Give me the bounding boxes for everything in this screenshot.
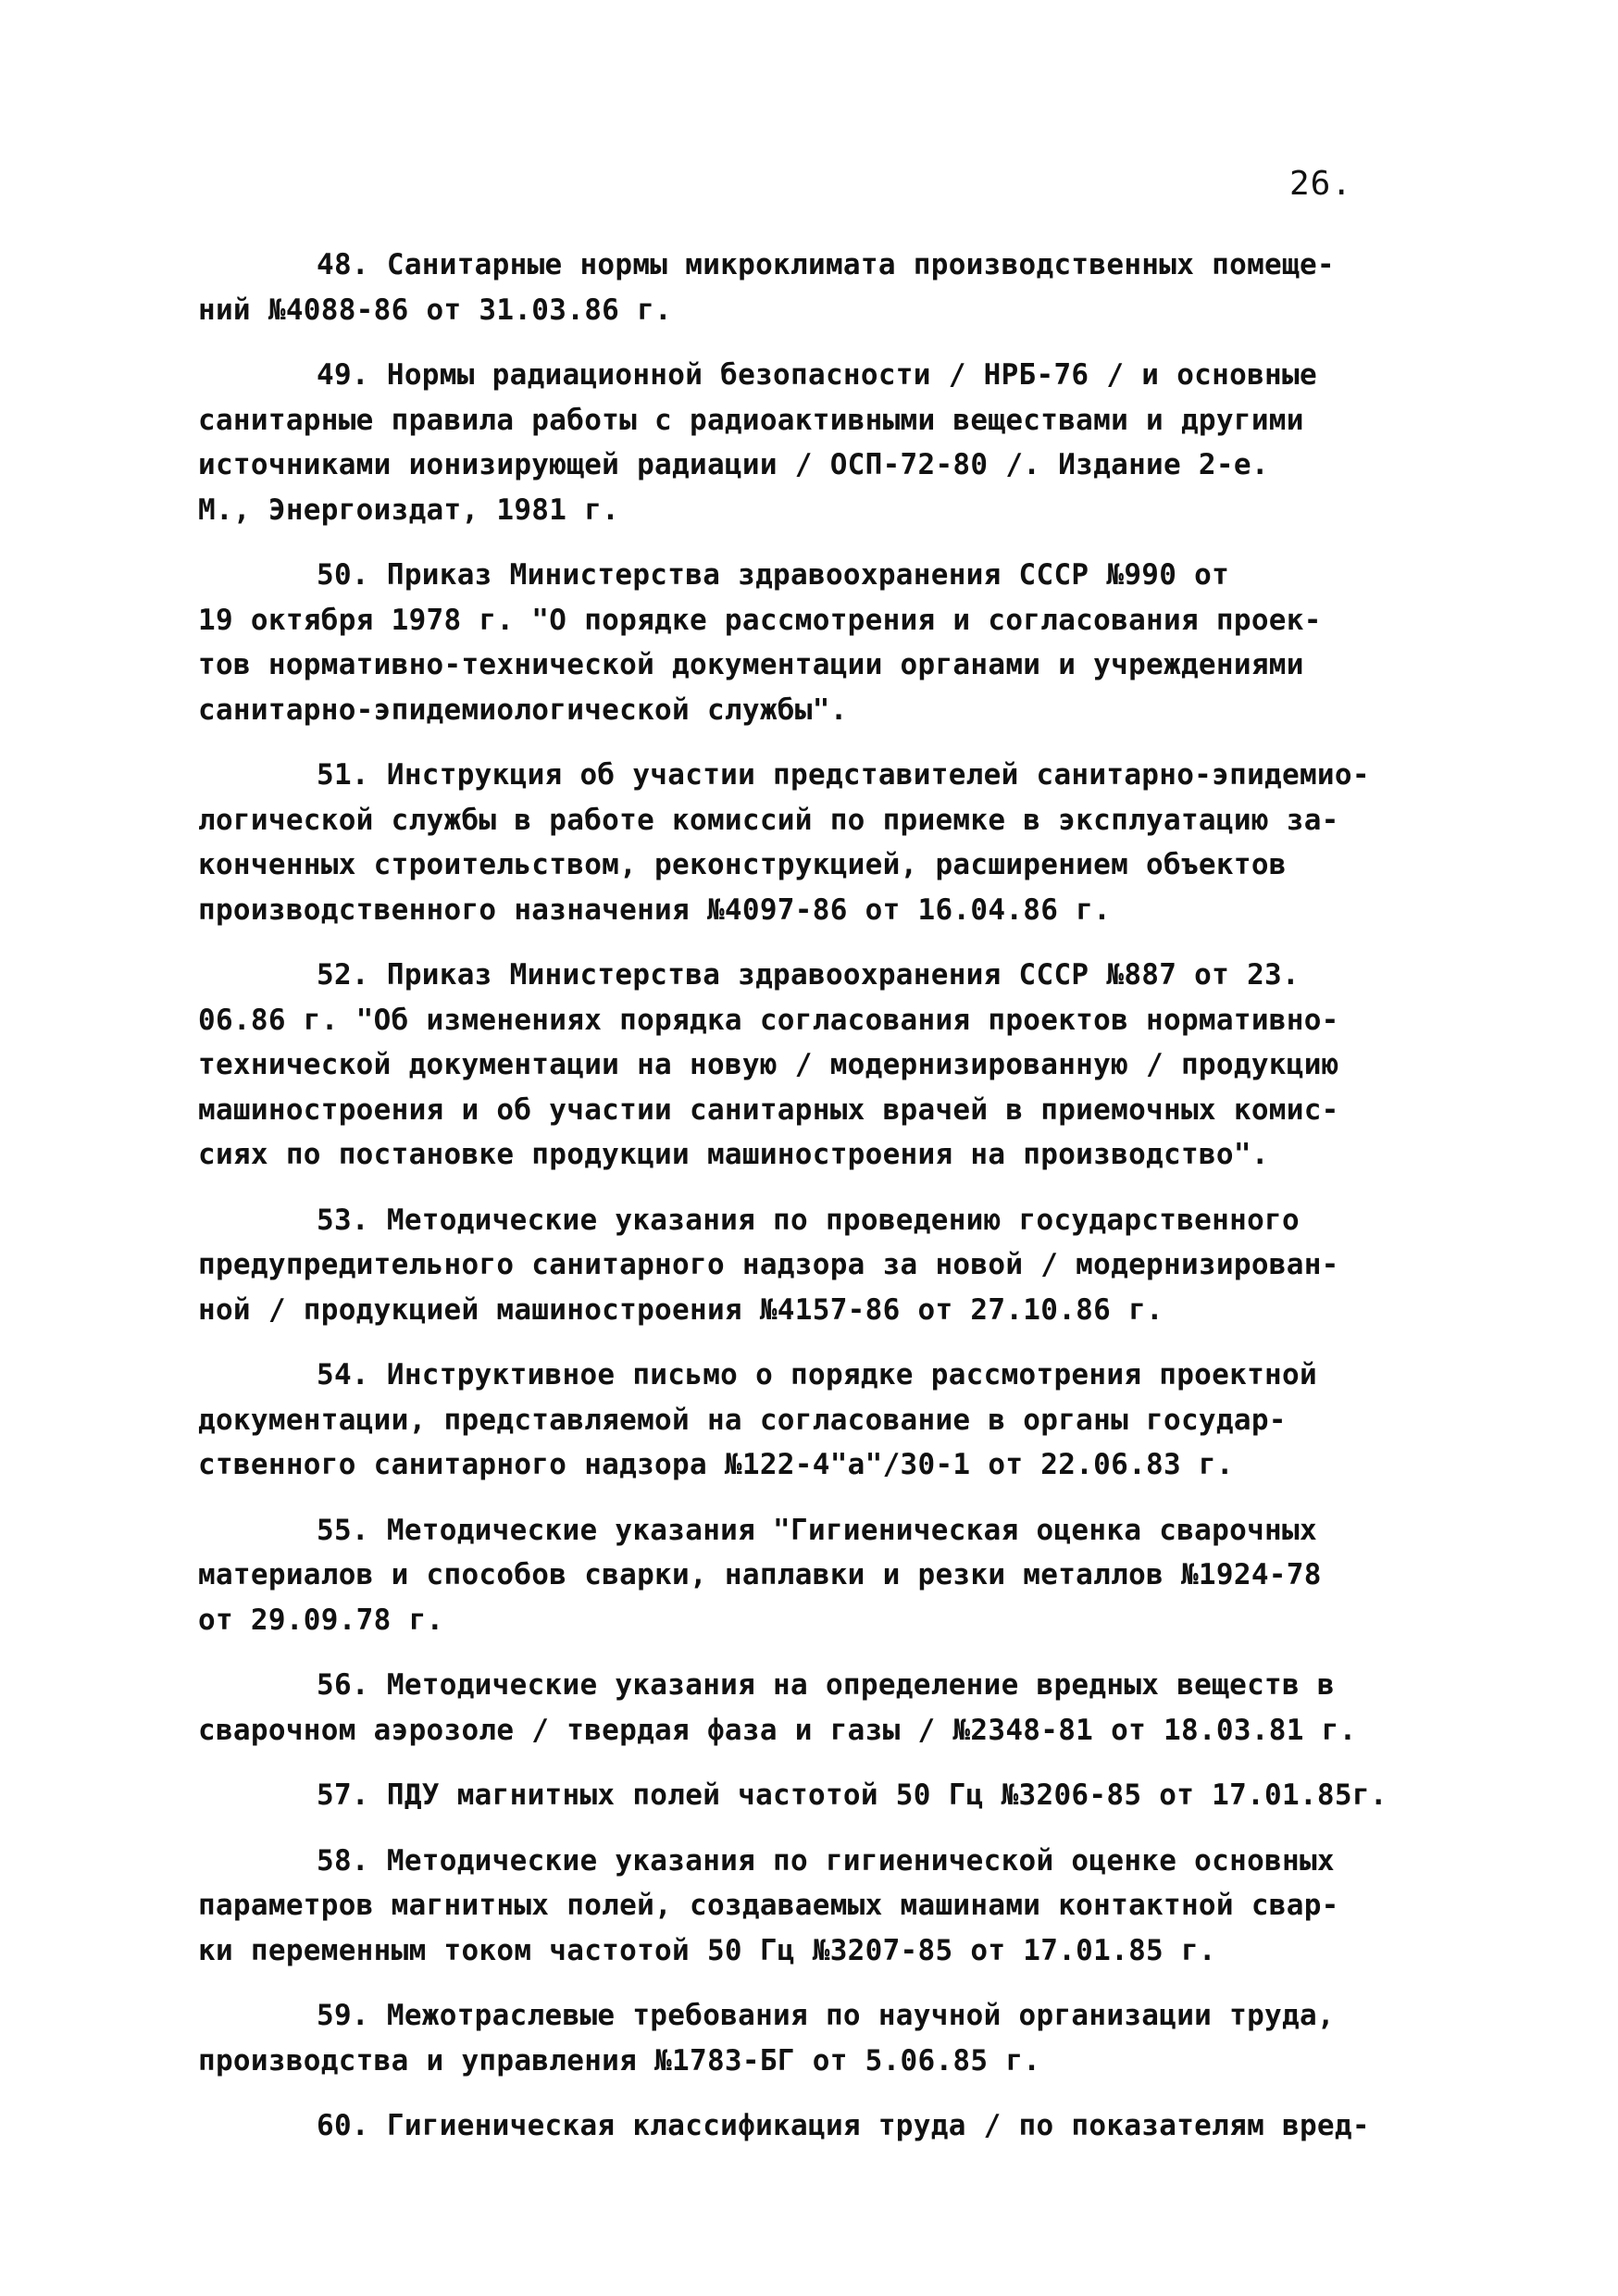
reference-list xyxy=(198,243,1429,2169)
entry-line: от 29.09.78 г. xyxy=(198,1603,444,1637)
entry-first-line: 53. Методические указания по проведению государственного xyxy=(317,1203,1300,1237)
entry-line: источниками ионизирующей радиации / ОСП-72-80 /. Издание 2-е. xyxy=(198,448,1269,481)
entry-first-line: 59. Межотраслевые требования по научной организации труда, xyxy=(317,1999,1335,2032)
entry-first-line: 54. Инструктивное письмо о порядке рассмотрения проектной xyxy=(317,1358,1317,1391)
entry-line: производственного назначения №4097-86 от 16.04.86 г. xyxy=(198,892,1112,927)
entry-line: ний №4088-86 от 31.03.86 г. xyxy=(198,293,673,327)
reference-entry xyxy=(198,2103,1429,2149)
entry-line: санитарно-эпидемиологической службы". xyxy=(198,693,848,727)
entry-first-line: 55. Методические указания "Гигиеническая оценка сварочных xyxy=(317,1513,1317,1547)
entry-first-line: 51. Инструкция об участии представителей санитарно-эпидемио- xyxy=(317,758,1370,792)
entry-line: логической службы в работе комиссий по приемке в эксплуатацию за- xyxy=(198,803,1339,837)
entry-line: 19 октября 1978 г. "О порядке рассмотрения и согласования проек- xyxy=(198,603,1322,637)
entry-line: параметров магнитных полей, создаваемых машинами контактной свар- xyxy=(198,1889,1339,1922)
entry-line: ки переменным током частотой 50 Гц №3207-85 от 17.01.85 г. xyxy=(198,1933,1216,1967)
entry-first-line: 60. Гигиеническая классификация труда / по показателям вред- xyxy=(317,2109,1370,2142)
reference-entry xyxy=(198,1773,1429,1818)
entry-line: производства и управления №1783-БГ от 5.06.85 г. xyxy=(198,2043,1041,2078)
entry-first-line: 50. Приказ Министерства здравоохранения СССР №990 от xyxy=(317,558,1230,592)
reference-entry xyxy=(198,353,1429,532)
entry-line: сиях по постановке продукции машиностроения на производство". xyxy=(198,1138,1269,1171)
entry-line: санитарные правила работы с радиоактивными веществами и другими xyxy=(198,403,1304,437)
entry-line: ной / продукцией машиностроения №4157-86 от 27.10.86 г. xyxy=(198,1292,1164,1327)
reference-entry xyxy=(198,553,1429,732)
entry-line: 06.86 г. "Об изменениях порядка согласования проектов нормативно- xyxy=(198,1003,1339,1037)
entry-line: М., Энергоиздат, 1981 г. xyxy=(198,493,620,527)
entry-first-line: 49. Нормы радиационной безопасности / НРБ-76 / и основные xyxy=(317,358,1317,392)
reference-entry xyxy=(198,1663,1429,1753)
entry-line: предупредительного санитарного надзора за новой / модернизирован- xyxy=(198,1248,1339,1281)
entry-line: материалов и способов сварки, наплавки и резки металлов №1924-78 xyxy=(198,1558,1322,1591)
entry-line: ственного санитарного надзора №122-4"а"/30-1 от 22.06.83 г. xyxy=(198,1448,1234,1481)
reference-entry xyxy=(198,1993,1429,2083)
reference-entry xyxy=(198,1198,1429,1333)
entry-first-line: 48. Санитарные нормы микроклимата производственных помеще- xyxy=(317,248,1335,281)
entry-first-line: 52. Приказ Министерства здравоохранения СССР №887 от 23. xyxy=(317,958,1300,992)
reference-entry xyxy=(198,1508,1429,1643)
reference-entry xyxy=(198,1839,1429,1974)
reference-entry xyxy=(198,953,1429,1178)
page-number: 26. xyxy=(1289,165,1353,203)
entry-line: сварочном аэрозоле / твердая фаза и газы / №2348-81 от 18.03.81 г. xyxy=(198,1713,1357,1747)
reference-entry xyxy=(198,1353,1429,1488)
entry-first-line: 57. ПДУ магнитных полей частотой 50 Гц №3206-85 от 17.01.85г. xyxy=(317,1778,1388,1812)
entry-first-line: 56. Методические указания на определение вредных веществ в xyxy=(317,1668,1335,1702)
entry-line: тов нормативно-технической документации органами и учреждениями xyxy=(198,648,1304,681)
reference-entry xyxy=(198,753,1429,932)
entry-line: машиностроения и об участии санитарных врачей в приемочных комис- xyxy=(198,1092,1339,1127)
entry-line: документации, представляемой на согласование в органы государ- xyxy=(198,1403,1287,1437)
entry-line: технической документации на новую / модернизированную / продукцию xyxy=(198,1048,1339,1081)
entry-line: конченных строительством, реконструкцией, расширением объектов xyxy=(198,848,1287,881)
entry-first-line: 58. Методические указания по гигиенической оценке основных xyxy=(317,1843,1335,1878)
reference-entry xyxy=(198,243,1429,332)
